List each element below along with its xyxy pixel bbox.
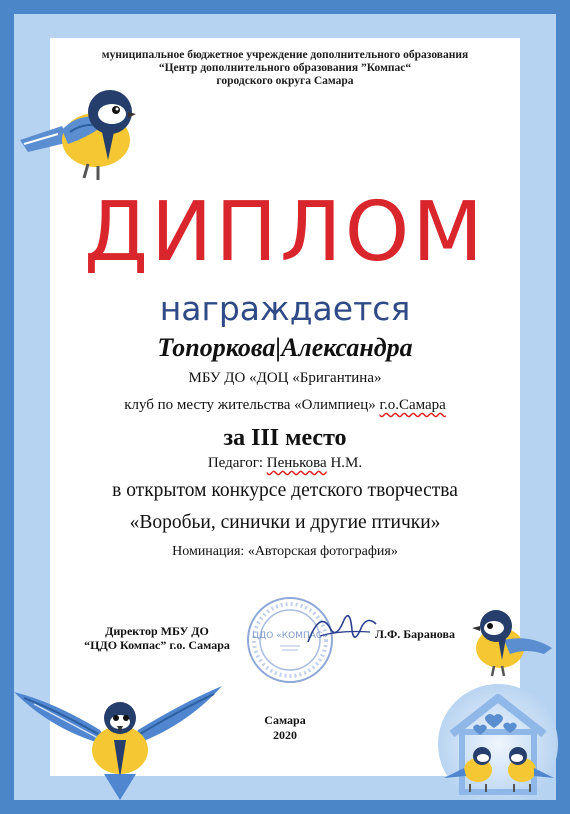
footer-city: Самара [264, 713, 306, 727]
club-line [0, 396, 570, 414]
recipient-name: Топоркова|Александра [157, 333, 413, 362]
director-line-2: “ЦДО Компас” г.о. Самара [84, 638, 230, 652]
awarded-label: награждается [159, 289, 411, 328]
org-line-2: “Центр дополнительного образования ”Компас“ [158, 62, 412, 74]
birdhouse-scene-icon [430, 678, 560, 800]
teacher-surname: Пенькова [266, 455, 327, 471]
org-line-3: городского округа Самара [216, 75, 354, 87]
stamp-text: ЦДО «КОМПАС» [252, 631, 328, 641]
institution-line: МБУ ДО «ДОЦ «Бригантина» [188, 370, 382, 386]
teacher-initials: Н.М. [326, 455, 363, 471]
footer-year: 2020 [273, 728, 297, 742]
teacher-label: Педагог: [207, 455, 267, 471]
org-line-1: муниципальное бюджетное учреждение дополнительного образования [101, 49, 469, 61]
director-title [72, 624, 242, 652]
titmouse-bird-right-icon [470, 604, 554, 678]
contest-line-2: «Воробьи, синички и другие птички» [129, 512, 441, 533]
titmouse-bird-top-left-icon [18, 82, 136, 182]
club-city: г.о.Самара [379, 397, 446, 413]
teacher-line [0, 454, 570, 472]
nomination-line: Номинация: «Авторская фотография» [172, 544, 398, 559]
contest-line-1: в открытом конкурсе детского творчества [112, 480, 458, 501]
club-name: клуб по месту жительства «Олимпиец» [124, 397, 380, 413]
place-line: за III место [223, 425, 347, 451]
handwritten-signature [300, 602, 380, 652]
director-name: Л.Ф. Баранова [375, 627, 455, 641]
director-line-1: Директор МБУ ДО [105, 624, 209, 638]
diploma-title: ДИПЛОМ [83, 185, 486, 280]
